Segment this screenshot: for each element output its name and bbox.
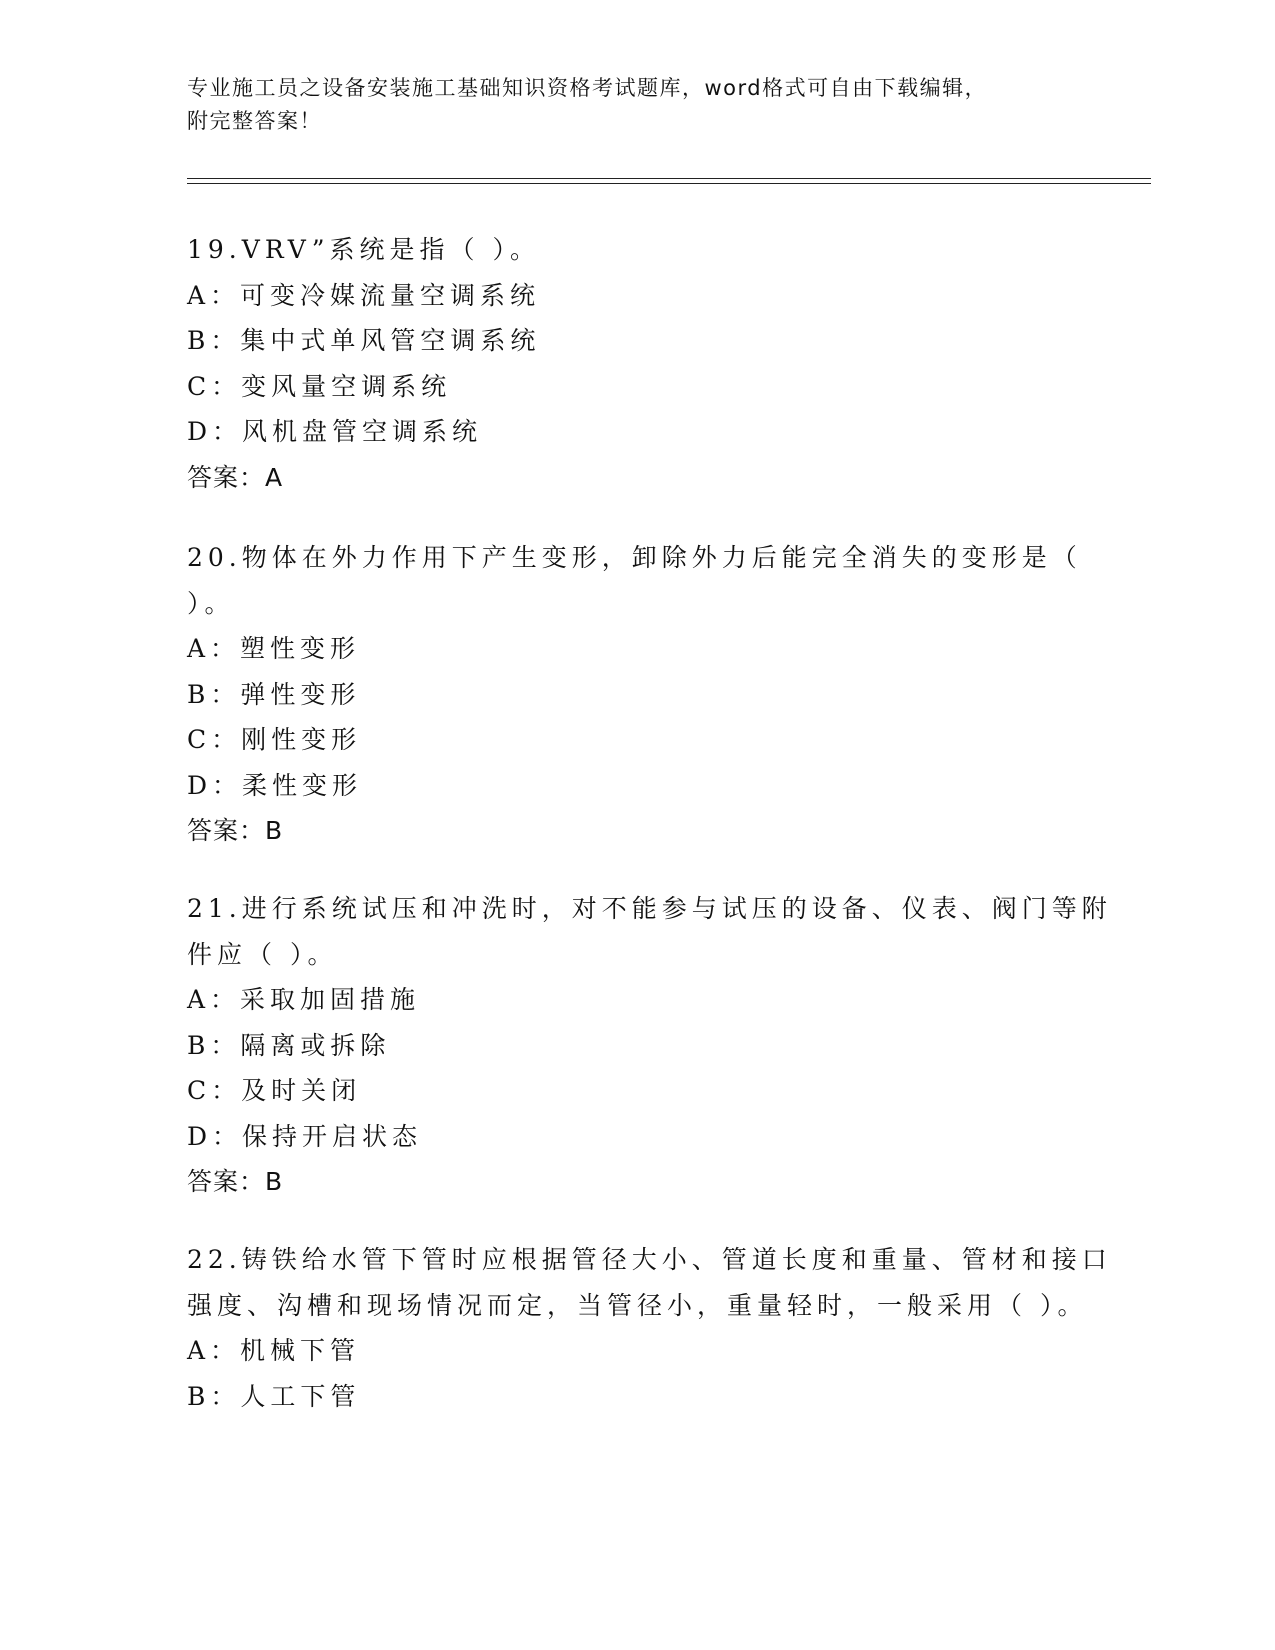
answer: 答案：A [187,462,284,492]
option-a: A：可变冷媒流量空调系统 [187,280,541,310]
option-d: D：保持开启状态 [187,1121,423,1151]
question-stem-continued: 强度、沟槽和现场情况而定，当管径小，重量轻时，一般采用（ ）。 [187,1290,1088,1320]
question-stem: 22.铸铁给水管下管时应根据管径大小、管道长度和重量、管材和接口 [187,1245,1112,1274]
option-c: C：及时关闭 [187,1076,362,1105]
question-21 [187,886,1112,1205]
answer: 答案：B [187,1167,284,1196]
question-stem: 21.进行系统试压和冲洗时，对不能参与试压的设备、仪表、阀门等附 [187,894,1112,923]
header-title-line-1: 专业施工员之设备安装施工基础知识资格考试题库，word格式可自由下载编辑， [187,76,988,100]
question-stem: 20.物体在外力作用下产生变形，卸除外力后能完全消失的变形是（ [187,543,1082,572]
option-b: B：隔离或拆除 [187,1030,391,1060]
answer: 答案：B [187,816,284,845]
option-d: D：风机盘管空调系统 [187,417,483,446]
option-b: B：人工下管 [187,1381,361,1411]
header-title-line-2: 附完整答案！ [187,109,322,133]
option-a: A：采取加固措施 [187,985,421,1014]
option-b: B：集中式单风管空调系统 [187,326,541,355]
option-d: D：柔性变形 [187,770,363,800]
question-stem: 19.VRV”系统是指（ ）。 [187,235,540,264]
option-c: C：变风量空调系统 [187,371,452,401]
option-a: A：机械下管 [187,1336,361,1365]
question-stem-continued: 件应（ ）。 [187,939,338,969]
header-divider [187,178,1151,184]
question-stem-continued: ）。 [187,588,235,618]
option-a: A：塑性变形 [187,634,361,663]
question-22 [187,1237,1112,1419]
question-20 [187,535,1087,854]
question-19 [187,227,1087,500]
document-header [187,72,1087,138]
option-b: B：弹性变形 [187,679,361,709]
option-c: C：刚性变形 [187,725,362,754]
